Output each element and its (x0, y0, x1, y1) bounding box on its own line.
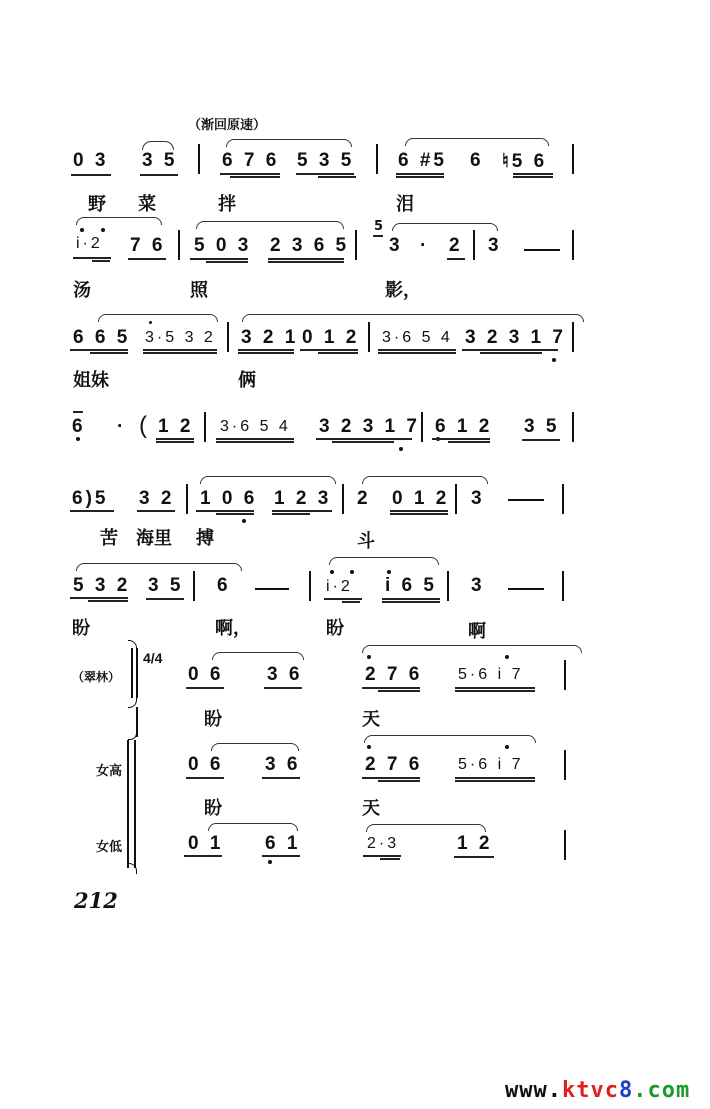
part-label-soprano: 女高 (96, 764, 123, 779)
barline (564, 750, 566, 780)
lyric: 菜 (138, 194, 156, 215)
lyric: 斗 (357, 531, 375, 552)
lyric: 影， (385, 280, 421, 301)
watermark-8: 8 (618, 1078, 634, 1103)
barline (342, 484, 344, 514)
note-group: 5·6 i 7 (458, 666, 524, 683)
note-group: 6 1 2 (435, 416, 493, 437)
barline (193, 571, 195, 601)
note-group: 6 6 5 (73, 327, 131, 348)
lyric: 盼 (204, 709, 222, 730)
barline (562, 484, 564, 514)
barline (178, 230, 180, 260)
lyric: 天 (362, 798, 380, 819)
barline (572, 230, 574, 260)
barline (564, 660, 566, 690)
note-group: 6 7 6 (222, 150, 280, 171)
note-group: 3·6 5 4 (220, 418, 291, 435)
lyric: 啊 (468, 621, 486, 642)
note-group: 0 1 (188, 833, 224, 854)
note-group: 3 5 (142, 150, 178, 171)
sustain-dash (508, 588, 544, 590)
sustain-dash (255, 588, 289, 590)
part-label-cuilin: （翠林） (72, 670, 121, 684)
open-paren: ( (139, 412, 150, 439)
note: 2 (357, 488, 371, 509)
note-group: 2 7 6 (365, 664, 423, 685)
note-group: 0 1 2 (302, 327, 360, 348)
grace-note: 5 (374, 219, 384, 234)
barline (447, 571, 449, 601)
note-group: 6)5 (72, 488, 109, 509)
note-group: 7 6 (130, 235, 166, 256)
note-group: 1 2 (158, 416, 194, 437)
lyric: 苦 (100, 528, 118, 549)
lyric: 啊， (215, 618, 251, 639)
time-signature: 4/4 (143, 650, 163, 666)
lyric: 拌 (218, 194, 236, 215)
note-group: 3 5 (524, 416, 560, 437)
note-group: 1 2 (457, 833, 493, 854)
note-group: 1 0 6 (200, 488, 258, 509)
page-number: 212 (74, 888, 118, 913)
note-group: 3 2 1 (241, 327, 299, 348)
note-group: 2 3 6 5 (270, 235, 350, 256)
note-group: 5 3 2 (73, 575, 131, 596)
note-group: i·2 (76, 235, 103, 252)
lyric: 俩 (238, 370, 256, 391)
note-group: i·2 (326, 578, 353, 595)
note-group: 2 7 6 (365, 754, 423, 775)
note-group: 0 6 (188, 664, 224, 685)
barline (368, 322, 370, 352)
barline (572, 412, 574, 442)
lyric: 盼 (204, 798, 222, 819)
watermark-com: .com (633, 1078, 691, 1103)
lyric: 野 (88, 194, 106, 215)
note-group: 0 6 (188, 754, 224, 775)
sustain-dash (524, 249, 560, 251)
note-dot: · (420, 235, 430, 256)
note: 3 (389, 235, 403, 256)
note-group: 5 0 3 (194, 235, 252, 256)
barline (186, 484, 188, 514)
note-group: ♮5 6 (502, 151, 548, 172)
note-group: 3 2 3 1 7 (465, 327, 566, 348)
note-group: 0 1 2 (392, 488, 450, 509)
lyric: 搏 (196, 528, 214, 549)
note-group: 3 2 3 1 7 (319, 416, 420, 437)
barline (564, 830, 566, 860)
note-group: 3 6 (267, 664, 303, 685)
watermark-ktvc: ktvc (561, 1078, 619, 1103)
note: 3 (488, 235, 502, 256)
note: 3 (471, 575, 485, 596)
barline (562, 571, 564, 601)
note: 2 (449, 235, 463, 256)
note-group: 1 2 3 (274, 488, 332, 509)
note-group: 6 (470, 150, 484, 171)
note-group: 6 1 (265, 833, 301, 854)
barline (309, 571, 311, 601)
barline (204, 412, 206, 442)
lyric: 姐妹 (73, 370, 109, 391)
note-group: 3·5 3 2 (145, 329, 216, 346)
note: 3 (471, 488, 485, 509)
barline (227, 322, 229, 352)
barline (572, 322, 574, 352)
lyric: 泪 (396, 194, 414, 215)
note-group: 5·6 i 7 (458, 756, 524, 773)
note-group: i 6 5 (385, 575, 437, 596)
lyric: 盼 (72, 618, 90, 639)
barline (455, 484, 457, 514)
note-group: 3 6 (265, 754, 301, 775)
note: 6 (72, 416, 86, 437)
tempo-marking: （渐回原速） (188, 118, 267, 133)
note-group: 3·6 5 4 (382, 329, 453, 346)
barline (421, 412, 423, 442)
lyric: 天 (362, 709, 380, 730)
note-group: 2·3 (367, 835, 400, 852)
note-dot: · (117, 416, 127, 437)
lyric: 照 (190, 280, 208, 301)
barline (473, 230, 475, 260)
lyric: 汤 (73, 280, 91, 301)
barline (198, 144, 200, 174)
note-group: 3 2 (139, 488, 175, 509)
lyric: 海里 (136, 528, 172, 549)
barline (572, 144, 574, 174)
barline (355, 230, 357, 260)
lyric: 盼 (326, 618, 344, 639)
note: 6 (217, 575, 231, 596)
note-group: 0 3 (73, 150, 109, 171)
watermark (505, 1078, 690, 1103)
note-group: 6 #5 (398, 150, 447, 171)
barline (376, 144, 378, 174)
note-group: 5 3 5 (297, 150, 355, 171)
sustain-dash (508, 499, 544, 501)
note-group: 3 5 (148, 575, 184, 596)
part-label-alto: 女低 (96, 840, 123, 855)
watermark-www: www. (505, 1078, 562, 1103)
